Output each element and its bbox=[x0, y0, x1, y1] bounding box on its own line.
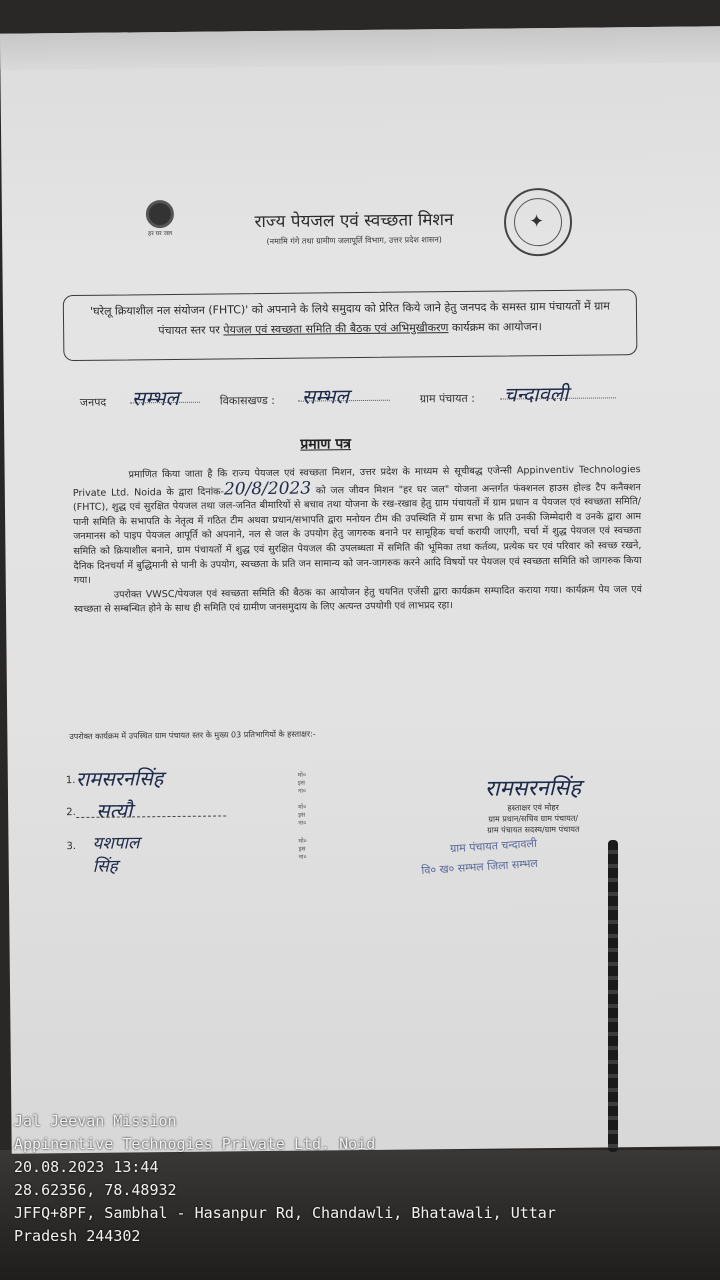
panchayat-label: ग्राम पंचायत : bbox=[419, 391, 475, 406]
overlay-agency: Appinentive Technogies Private Ltd. Noid bbox=[14, 1135, 376, 1153]
stamp-line-1: ग्राम पंचायत चन्दावली bbox=[449, 836, 538, 856]
mobile-note-1: मो० इस ना० bbox=[297, 771, 307, 795]
mission-subtitle: (नमामि गंगे तथा ग्रामीण जलापूर्ति विभाग, उत्तर प्रदेश शासन) bbox=[266, 235, 442, 246]
overlay-address-1: JFFQ+8PF, Sambhal - Hasanpur Rd, Chandawli, Bhatawali, Uttar bbox=[14, 1204, 556, 1222]
sign-role-line2: ग्राम पंचायत सदस्य/ग्राम पंचायत bbox=[487, 824, 580, 835]
sign-seal-label: हस्ताक्षर एवं मोहर bbox=[507, 802, 559, 813]
handwritten-date: 20/8/2023 bbox=[223, 478, 312, 500]
certificate-title: प्रमाण पत्र bbox=[300, 436, 352, 453]
block-label: विकासखण्ड : bbox=[219, 393, 275, 408]
certificate-body bbox=[73, 463, 643, 618]
location-fields bbox=[80, 379, 640, 415]
water-mission-logo bbox=[134, 200, 187, 267]
overlay-address-2: Pradesh 244302 bbox=[14, 1227, 141, 1245]
overlay-coordinates: 28.62356, 78.48932 bbox=[14, 1181, 177, 1199]
signature-2: सत्यौ bbox=[96, 798, 133, 823]
paper-fold bbox=[0, 26, 720, 70]
district-value: सम्भल bbox=[131, 385, 180, 411]
signature-3: यशपाल सिंह bbox=[92, 833, 140, 877]
body-p1-b: को जल जीवन मिशन "हर घर जल" योजना अन्तर्गत फंक्शनल हाउस होल्ड टैप कनैक्शन (FHTC), शुद्ध एवं सुरक्षित पेयजल तथा जल-जनित बीमारियों से बचाव तथा योजना के रख-रखाव हेतु ग्राम पंचायतों में ग्राम प्रधान व पेयजल एवं स्वच्छता समिति/पानी समिति के सभापति के नेतृत्व में गठित टीम अथवा प्रधान/सभापति द्वारा मनोयन टीम की उपस्थिति में ग्राम सभा के प्रति उनकी जिम्मेदारी व उनके द्वारा आम जनमानस को पाइप पेयजल आपूर्ति को अपनाने, नल से जल के उपयोग हेतु जागरुक बनाने पर सामूहिक चर्चा करायी जाएगी, चर्चा में शुद्ध पेयजल एवं स्वच्छता समिति को क्रियाशील बनाने, ग्राम पंचायतों में शुद्ध एवं सुरक्षित पेयजल की उपलब्धता में समिति की भूमिका तथा कर्तव्य, प्रत्येक घर एवं परिवार को स्वच्छ रखने, दैनिक दिनचर्या में बुद्धिमानी से पानी के उपयोग, स्वच्छता के प्रति जन सामान्य को जन-जागरुक करने आदि विषयों पर पेयजल एवं स्वच्छता समिति को जागरुक किया गया। bbox=[72, 481, 642, 587]
sign-role-line1: ग्राम प्रधान/सचिव ग्राम पंचायत/ bbox=[488, 813, 579, 824]
district-label: जनपद bbox=[79, 395, 107, 409]
body-p1-a: प्रमाणित किया जाता है कि राज्य पेयजल एवं स्वच्छता मिशन, उत्तर प्रदेश के माध्यम से सूचीबद्ध एजेन्सी Appinventiv Technologies Private Ltd. Noida के द्वारा दिनांक- bbox=[72, 464, 641, 499]
program-text-part1: 'घरेलू क्रियाशील नल संयोजन (FHTC)' को अपनाने के लिये समुदाय को प्रेरित किये जाने हेतु जनपद के समस्त ग्राम पंचायतों में ग्राम पंचायत स्तर पर bbox=[89, 299, 610, 338]
stamp-line-2: वि० ख० सम्भल जिला सम्भल bbox=[421, 856, 539, 878]
signers-label: उपरोक्त कार्यक्रम में उपस्थित ग्राम पंचायत स्तर के मुख्य 03 प्रतिभागियों के हस्ताक्षर:- bbox=[69, 729, 316, 742]
title-block bbox=[204, 207, 504, 248]
authority-signature-name: रामसरनसिंह bbox=[484, 775, 582, 802]
body-paragraph-1 bbox=[73, 463, 642, 589]
mobile-note-3: मो० इस ना० bbox=[298, 837, 307, 861]
up-government-seal-icon: ✦ bbox=[504, 188, 573, 257]
overlay-mission: Jal Jeevan Mission bbox=[14, 1112, 177, 1130]
mobile-note-2: मो० इस ना० bbox=[298, 803, 307, 827]
program-title-box bbox=[63, 289, 638, 361]
panchayat-value: चन्दावली bbox=[503, 381, 569, 407]
program-text-part2: कार्यक्रम का आयोजन। bbox=[448, 320, 542, 335]
document-header bbox=[122, 187, 603, 272]
overlay-timestamp: 20.08.2023 13:44 bbox=[14, 1158, 159, 1176]
authority-signature bbox=[418, 771, 649, 836]
water-drop-icon bbox=[146, 200, 174, 228]
binder-clip bbox=[608, 840, 618, 1152]
mission-title: राज्य पेयजल एवं स्वच्छता मिशन bbox=[254, 210, 454, 233]
gps-overlay bbox=[14, 1110, 714, 1248]
body-paragraph-2: उपरोक्त VWSC/पेयजल एवं स्वच्छता समिति की बैठक का आयोजन हेतु चयनित एजेंसी द्वारा कार्यक्रम सम्पादित कराया गया। कार्यक्रम पेय जल एवं स्वच्छता से सम्बन्धित होने के साथ ही समिति एवं ग्रामीण जनसमुदाय के लिए अत्यन्त उपयोगी एवं लाभप्रद रहा। bbox=[73, 583, 642, 616]
program-text-underlined: पेयजल एवं स्वच्छता समिति की बैठक एवं अभिमुखीकरण bbox=[223, 321, 449, 337]
block-value: सम्भल bbox=[301, 384, 350, 409]
signature-1: रामसरनसिंह bbox=[75, 766, 164, 792]
logo-text: हर घर जल bbox=[148, 229, 173, 238]
